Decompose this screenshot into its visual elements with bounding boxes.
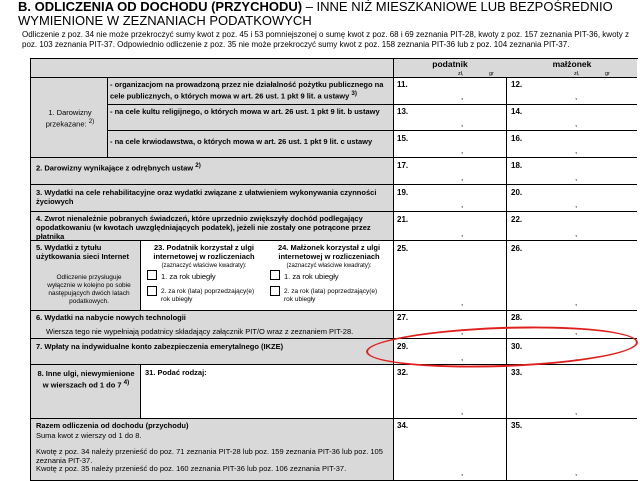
field-30[interactable]: 30.: [511, 342, 523, 351]
field-24-label: 24. Małżonek korzystał z ulgi internetowej w rozliczeniach: [277, 243, 381, 261]
field-21[interactable]: 21.: [397, 215, 409, 224]
field-24-checkbox-2[interactable]: [270, 286, 280, 296]
field-12[interactable]: 12.: [511, 80, 523, 89]
field-32[interactable]: 32.: [397, 368, 409, 377]
section-header: [18, 0, 638, 49]
col-spouse: małżonek: [552, 59, 592, 69]
field-19[interactable]: 19.: [397, 188, 409, 197]
field-27[interactable]: 27.: [397, 313, 409, 322]
section-name: B. ODLICZENIA OD DOCHODU (PRZYCHODU): [18, 0, 303, 14]
unit-zl: zł,: [574, 71, 580, 77]
unit-zl: zł,: [458, 71, 464, 77]
field-14[interactable]: 14.: [511, 107, 523, 116]
field-23-mark: (zaznaczyć właściwe kwadraty):: [161, 263, 247, 269]
field-13[interactable]: 13.: [397, 107, 409, 116]
field-35[interactable]: 35.: [511, 421, 523, 430]
unit-gr: gr: [489, 71, 494, 77]
field-22[interactable]: 22.: [511, 215, 523, 224]
field-33[interactable]: 33.: [511, 368, 523, 377]
total-note-3: Kwotę z poz. 35 należy przenieść do poz. 160 zeznania PIT-36 lub poz. 106 zeznania PIT-37.: [36, 464, 347, 473]
field-23-option-1: 1. za rok ubiegły: [161, 272, 216, 281]
field-25[interactable]: 25.: [397, 244, 409, 253]
field-24-checkbox-1[interactable]: [270, 270, 280, 280]
field-17[interactable]: 17.: [397, 161, 409, 170]
total-note-1: Suma kwot z wierszy od 1 do 8.: [36, 431, 142, 440]
section-subtitle: – INNE NIŻ MIESZKANIOWE LUB BEZPOŚREDNIO WYMIENIONE W ZEZNANIACH PODATKOWYCH: [18, 0, 613, 28]
row-8-label: 8. Inne ulgi, niewymienione w wierszach od 1 do 7 $^{4)}$: [37, 369, 135, 390]
field-18[interactable]: 18.: [511, 161, 523, 170]
total-note-2: Kwotę z poz. 34 należy przenieść do poz. 71 zeznania PIT-28 lub poz. 159 zeznania PIT-36 lub poz. 105 zeznania PIT-37.: [36, 447, 383, 465]
field-24-mark: (zaznaczyć właściwe kwadraty):: [286, 263, 372, 269]
field-23-label: 23. Podatnik korzystał z ulgi internetowej w rozliczeniach: [153, 243, 255, 261]
row-4-label: 4. Zwrot nienależnie pobranych świadczeń, które uprzednio zwiększyły dochód podlegający opodatkowaniu (w kwotach uwzględniających podatek), jeżeli nie zostały one potrącone przez płatnika: [36, 214, 371, 241]
row-3-label: 3. Wydatki na cele rehabilitacyjne oraz wydatki związane z ułatwieniem wykonywania czynności życiowych: [36, 188, 377, 206]
total-title: Razem odliczenia od dochodu (przychodu): [36, 421, 189, 430]
field-23-checkbox-1[interactable]: [147, 270, 157, 280]
col-taxpayer: podatnik: [432, 59, 468, 69]
field-26[interactable]: 26.: [511, 244, 523, 253]
row-1c-label: - na cele krwiodawstwa, o których mowa w art. 26 ust. 1 pkt 9 lit. c ustawy: [110, 137, 373, 146]
row-1b-label: - na cele kultu religijnego, o których mowa w art. 26 ust. 1 pkt 9 lit. b ustawy: [110, 107, 380, 116]
row-7-label: 7. Wpłaty na indywidualne konto zabezpieczenia emerytalnego (IKZE): [36, 342, 284, 351]
field-29[interactable]: 29.: [397, 342, 409, 351]
row-1-label: 1. Darowizny przekazane: $^{2)}$: [45, 108, 95, 129]
spouse-column: [506, 59, 638, 480]
field-16[interactable]: 16.: [511, 134, 523, 143]
row-6-note: Wiersza tego nie wypełniają podatnicy składający załącznik PIT/O wraz z zeznaniem PIT-28.: [46, 327, 354, 336]
section-title: [18, 0, 638, 28]
field-23-checkbox-2[interactable]: [147, 286, 157, 296]
row-2-label: 2. Darowizny wynikające z odrębnych ustaw $^{2)}$: [36, 162, 201, 173]
unit-gr: gr: [605, 71, 610, 77]
field-15[interactable]: 15.: [397, 134, 409, 143]
field-24-option-2: 2. za rok (lata) poprzedzający(e) rok ubiegły: [284, 288, 378, 303]
field-34[interactable]: 34.: [397, 421, 409, 430]
row-5-title: 5. Wydatki z tytułu użytkowania sieci Internet: [36, 243, 129, 261]
field-11[interactable]: 11.: [397, 80, 408, 89]
row-1a-label: - organizacjom na prowadzoną przez nie działalność pożytku publicznego na cele publicznych, o których mowa w art. 26 ust. 1 pkt 9 lit. a ustawy $^{3)}$: [110, 80, 384, 101]
section-note: Odliczenie z poz. 34 nie może przekroczyć sumy kwot z poz. 45 i 53 pomniejszonej o sumę kwot z poz. 68 i 69 zeznania PIT-28, kwoty z poz. 157 zeznania PIT-36, kwoty z poz. 103 zeznania PIT-37. Odpowiednio odliczenie z poz. 35 nie może przekroczyć sumy kwot z poz. 158 zeznania PIT-36 lub z poz. 104 zeznania PIT-37.: [22, 30, 629, 49]
field-24-option-1: 1. za rok ubiegły: [284, 272, 339, 281]
row-5-note: Odliczenie przysługuje wyłącznie w kolejno po sobie następujących dwóch latach podatkowych.: [47, 274, 131, 305]
field-20[interactable]: 20.: [511, 188, 523, 197]
taxpayer-column: [393, 59, 507, 480]
field-31-label: 31. Podać rodzaj:: [145, 368, 207, 377]
field-23-option-2: 2. za rok (lata) poprzedzający(e) rok ubiegły: [161, 288, 255, 303]
field-28[interactable]: 28.: [511, 313, 523, 322]
row-6-label: 6. Wydatki na nabycie nowych technologii: [36, 313, 186, 322]
